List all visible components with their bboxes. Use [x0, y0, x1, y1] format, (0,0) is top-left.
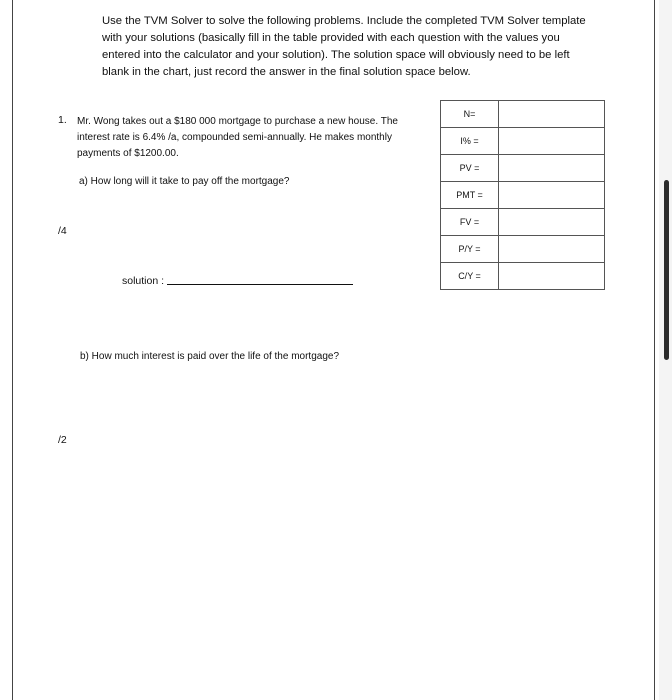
tvm-value-interest	[499, 128, 605, 155]
scrollbar-thumb[interactable]	[664, 180, 669, 360]
page-left-border	[12, 0, 13, 700]
tvm-value-fv	[499, 209, 605, 236]
instructions-text: Use the TVM Solver to solve the following problems. Include the completed TVM Solver template with your solutions (basically fill in the table provided with each question with the values you entered into the calculator and your solution). The solution space will obviously need to be left blank in the chart, just record the answer in the final solution space below.	[102, 15, 586, 78]
tvm-row-pmt	[441, 182, 605, 209]
tvm-label-pv: PV =	[441, 155, 499, 182]
solution-area	[122, 275, 353, 287]
tvm-label-pmt: PMT =	[441, 182, 499, 209]
tvm-value-pv	[499, 155, 605, 182]
part-b-marks: /2	[58, 434, 67, 446]
tvm-value-cy	[499, 263, 605, 290]
page-right-border	[654, 0, 655, 700]
tvm-row-py	[441, 236, 605, 263]
tvm-row-fv	[441, 209, 605, 236]
tvm-value-pmt	[499, 182, 605, 209]
tvm-label-cy: C/Y =	[441, 263, 499, 290]
tvm-solver-table	[440, 100, 605, 290]
tvm-label-fv: FV =	[441, 209, 499, 236]
part-b-question: b) How much interest is paid over the life of the mortgage?	[80, 351, 340, 362]
part-a-question: a) How long will it take to pay off the mortgage?	[79, 176, 290, 187]
tvm-row-n	[441, 101, 605, 128]
tvm-value-py	[499, 236, 605, 263]
solution-answer-line	[167, 284, 353, 285]
tvm-row-interest	[441, 128, 605, 155]
tvm-label-py: P/Y =	[441, 236, 499, 263]
tvm-value-n	[499, 101, 605, 128]
tvm-label-n: N=	[441, 101, 499, 128]
tvm-row-pv	[441, 155, 605, 182]
question-text: Mr. Wong takes out a $180 000 mortgage to purchase a new house. The interest rate is 6.4% /a, compounded semi-annually. He makes monthly payments of $1200.00.	[77, 116, 398, 159]
question-number: 1.	[58, 114, 67, 126]
tvm-label-interest: I% =	[441, 128, 499, 155]
part-a-marks: /4	[58, 225, 67, 237]
tvm-row-cy	[441, 263, 605, 290]
solution-label: solution :	[122, 275, 165, 287]
